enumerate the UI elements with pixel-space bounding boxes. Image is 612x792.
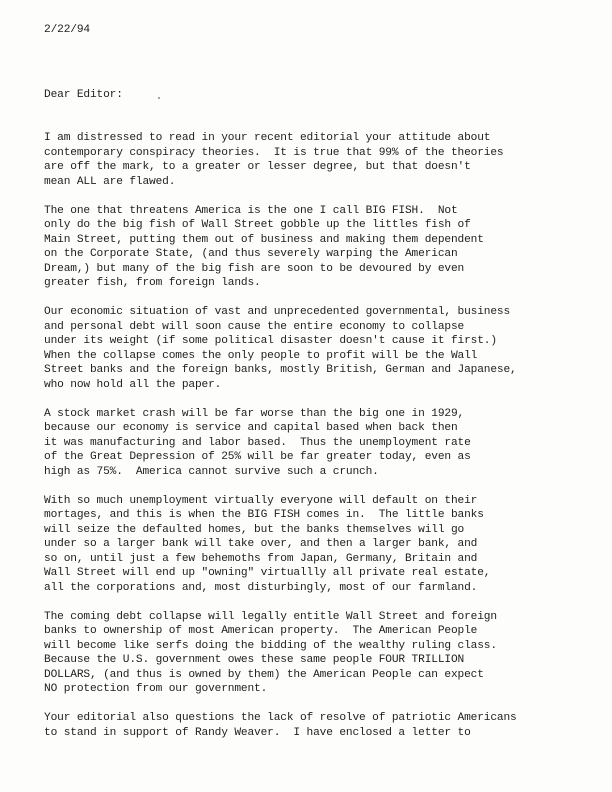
text-line: banks to ownership of most American property. The American People xyxy=(44,625,478,637)
text-line: mortages, and this is when the BIG FISH comes in. The little banks xyxy=(44,509,484,521)
paragraph-1 xyxy=(44,131,564,189)
text-line: DOLLARS, (and thus is owned by them) the American People can expect xyxy=(44,668,484,681)
text-line: who now hold all the paper. xyxy=(44,378,222,391)
text-line: of the Great Depression of 25% will be far greater today, even as xyxy=(44,451,471,463)
letter-salutation: Dear Editor: xyxy=(44,89,123,101)
text-line: When the collapse comes the only people to profit will be the Wall xyxy=(44,349,478,362)
text-line: The coming debt collapse will legally entitle Wall Street and foreign xyxy=(44,610,497,623)
text-line: to stand in support of Randy Weaver. I have enclosed a letter to xyxy=(44,726,471,739)
letter-body xyxy=(44,131,564,755)
paragraph-2 xyxy=(44,204,564,291)
text-line: Main Street, putting them out of business and making them dependent xyxy=(44,233,484,246)
text-line: it was manufacturing and labor based. Thus the unemployment rate xyxy=(44,436,471,449)
text-line: on the Corporate State, (and thus severely warping the American xyxy=(44,248,458,260)
paragraph-5 xyxy=(44,494,564,596)
text-line: all the corporations and, most disturbingly, most of our farmland. xyxy=(44,581,478,594)
paragraph-7 xyxy=(44,711,564,740)
text-line: Our economic situation of vast and unprecedented governmental, business xyxy=(44,306,511,318)
text-line: With so much unemployment virtually everyone will default on their xyxy=(44,494,478,507)
text-line: and personal debt will soon cause the entire economy to collapse xyxy=(44,320,465,333)
text-line: greater fish, from foreign lands. xyxy=(44,277,261,289)
text-line: Wall Street will end up "owning" virtuallly all private real estate, xyxy=(44,567,491,579)
text-line: Your editorial also questions the lack of resolve of patriotic Americans xyxy=(44,712,517,724)
text-line: contemporary conspiracy theories. It is true that 99% of the theories xyxy=(44,146,504,159)
text-line: under so a larger bank will take over, and then a larger bank, and xyxy=(44,538,478,550)
letter-date: 2/22/94 xyxy=(44,24,90,36)
text-line: NO protection from our government. xyxy=(44,683,268,695)
text-line: only do the big fish of Wall Street gobble up the littles fish of xyxy=(44,219,471,231)
text-line: Because the U.S. government owes these same people FOUR TRILLION xyxy=(44,654,465,666)
paper-speck xyxy=(158,97,160,99)
text-line: I am distressed to read in your recent editorial your attitude about xyxy=(44,132,491,144)
paragraph-3 xyxy=(44,305,564,392)
paragraph-6 xyxy=(44,610,564,697)
text-line: Street banks and the foreign banks, mostly British, German and Japanese, xyxy=(44,364,517,376)
text-line: mean ALL are flawed. xyxy=(44,175,176,188)
text-line: A stock market crash will be far worse than the big one in 1929, xyxy=(44,407,465,420)
text-line: Dream,) but many of the big fish are soon to be devoured by even xyxy=(44,262,465,275)
text-line: under its weight (if some political disaster doesn't cause it first.) xyxy=(44,335,497,347)
text-line: are off the mark, to a greater or lesser degree, but that doesn't xyxy=(44,161,471,173)
paragraph-4 xyxy=(44,407,564,480)
text-line: The one that threatens America is the one I call BIG FISH. Not xyxy=(44,204,458,217)
text-line: so on, until just a few behemoths from Japan, Germany, Britain and xyxy=(44,552,478,565)
text-line: will become like serfs doing the bidding of the wealthy ruling class. xyxy=(44,639,497,652)
text-line: because our economy is service and capital based when back then xyxy=(44,422,458,434)
text-line: will seize the defaulted homes, but the banks themselves will go xyxy=(44,523,465,536)
text-line: high as 75%. America cannot survive such a crunch. xyxy=(44,465,379,478)
